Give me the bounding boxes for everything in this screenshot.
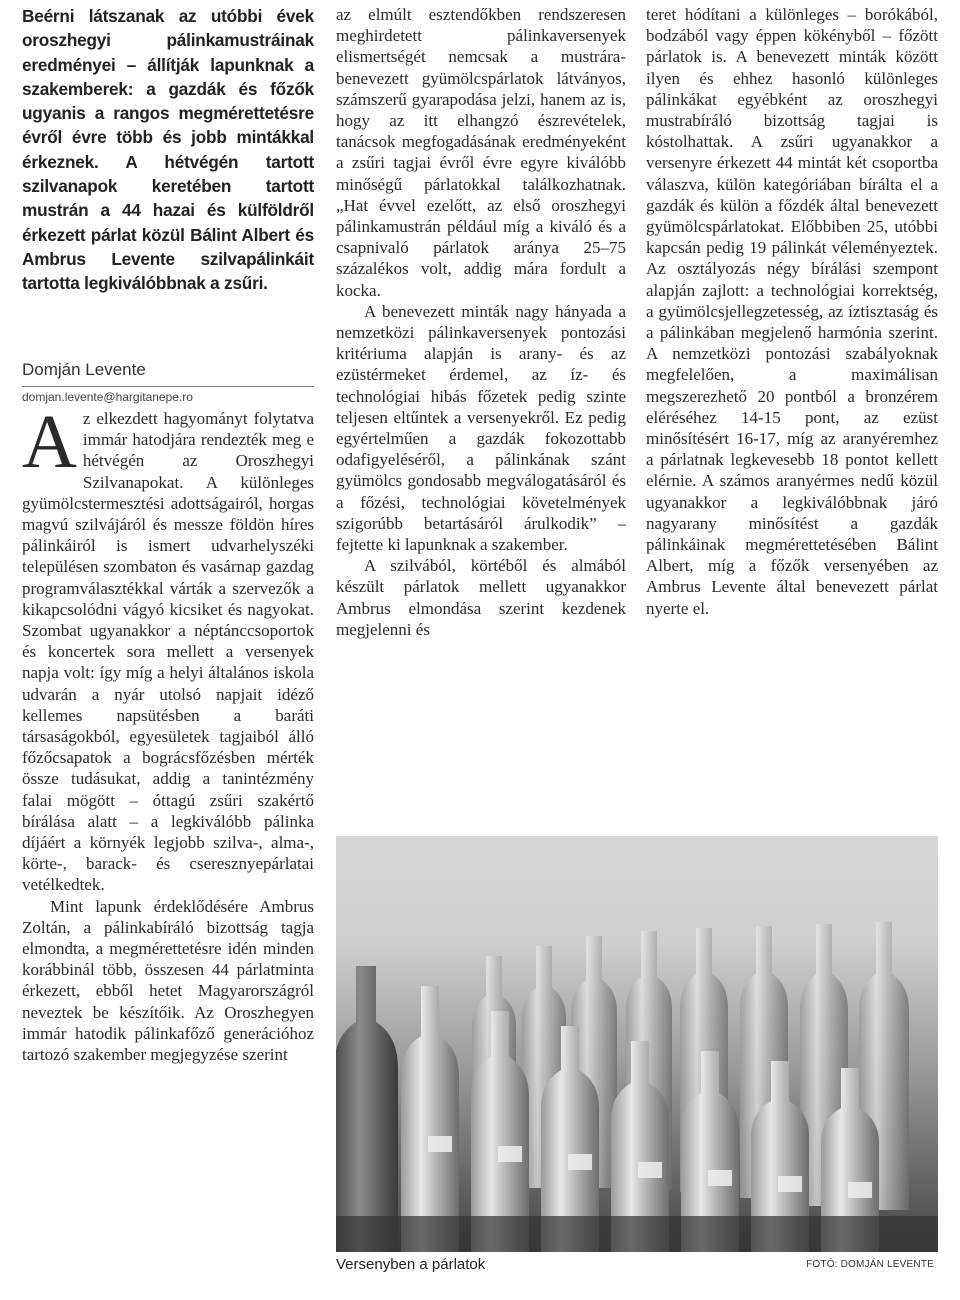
photo-caption — [336, 1256, 938, 1274]
body-text: z elkezdett hagyományt folytatva immár hatodjára rendezték meg e hétvégén az Oroszhegyi Szilvanapokat. A különleges gyümölcstermesztési adottságairól, horgas magvú szilvájáról és messze földön híres pálinkáiról is ismert udvarhelyszéki településen szombaton és vasárnap gazdag programválasztékkal várták a szervezők a kikapcsolódni vágyó kicsiket és nagyokat. Szombat ugyanakkor a néptánccsoportok és koncertek sora mellett a versenyek napja volt: így míg a helyi általános iskola udvarán a nyár utolsó napjait idéző kellemes napsütésben a baráti társaságokból, egyesületek tagjaiból álló főzőcsapatok a bográcsfőzésben mérték össze tudásukat, addig a tanintézmény falai mögött – óttagú zsűri szakértő bírálása alatt – a legkiválóbb pálinka díjáért a környék legjobb szilva-, alma-, körte-, barack- és cseresznyepárlatai vetélkedtek. — [22, 409, 314, 895]
body-paragraph: Mint lapunk érdeklődésére Ambrus Zoltán, a pálinkabíráló bizottság tagja elmondta, a megmérettetésre idén minden korábbinál több, összesen 44 párlatminta érkezett, ebből hetet Magyarországról neveztek be készítőik. Az Oroszhegyen immár hatodik pálinkafőző generációhoz tartozó szakember megjegyzése szerint — [22, 896, 314, 1065]
table-surface — [336, 1216, 938, 1252]
body-paragraph: A benevezett minták nagy hányada a nemzetközi pálinkaversenyek pontozási kritériuma alapján is arany- és az ezüstérmeket érdemel, az íz- és technológiai hibás főzetek pedig szinte teljesen eltűntek a versenyekről. Ez pedig egyértelműen a gazdák fokozottabb odafigyeléséről, a pálinkának szánt gyümölcs gondosabb megválogatásáról és a főzési, technológiai követelmények szigorúbb betartásáról árulkodik” – fejtette ki lapunknak a szakember. — [336, 301, 626, 555]
body-paragraph: A szilvából, körtéből és almából készült párlatok mellett ugyanakkor Ambrus elmondása szerint kezdenek megjelenni és — [336, 556, 626, 639]
drop-cap: A — [22, 400, 77, 484]
bottles-illustration — [336, 836, 938, 1252]
photo-credit: FOTÓ: DOMJÁN LEVENTE — [806, 1259, 934, 1270]
bottles-photo — [336, 836, 938, 1252]
author-email: domjan.levente@hargitanepe.ro — [22, 390, 193, 404]
caption-text: Versenyben a párlatok — [336, 1256, 486, 1273]
body-paragraph: teret hódítani a különleges – borókából, bodzából vagy éppen kökényből – főzött párlatok is. A benevezett minták között ilyen és ehhez hasonló különleges pálinkákat egyébként az oroszhegyi mustrabíráló bizottság tagjai is kóstolhattak. A zsűri ugyanakkor a versenyre érkezett 44 mintát két csoportba válaszva, külön kategóriában bírálta el a gazdák és külön a főzdék által benevezett gyümölcspárlatokat. Előbbiben 25, utóbbi kapcsán pedig 19 pálinkát véleményeztek. Az osztályozás négy bírálási szempont alapján zajlott: a technológiai korrektség, a gyümölcsjellegzetesség, az íztisztaság és a pálinkában megjelenő harmónia szerint. A nemzetközi pontozási szabályoknak megfelelően, a maximálisan megszerezhető 20 pontból a bronzérem eléréséhez 14-15 pont, az ezüst minősítésért 16-17, míg az aranyéremhez a párlatnak legkevesebb 18 pontot kellett elérnie. A számos aranyérmes nedű közül ugyanakkor a legkiválóbbnak járó nagyarany minősítést a gazdák pálinkáinak megmérettetésében Bálint Albert, míg a főzők versenyében az Ambrus Levente által benevezett párlat nyerte el. — [646, 5, 938, 618]
byline — [22, 360, 314, 404]
body-paragraph — [22, 400, 314, 896]
article-column-3 — [646, 4, 938, 619]
article-column-1 — [22, 400, 314, 1065]
article-lead: Beérni látszanak az utóbbi évek oroszhegyi pálinkamustráinak eredményei – állítják lapunknak a szakemberek: a gazdák és főzők ugyanis a rangos megmérettetésre évről évre több és jobb mintákkal érkeznek. A hétvégén tartott szilvanapok keretében tartott mustrán a 44 hazai és külföldről érkezett párlat közül Bálint Albert és Ambrus Levente szilvapálinkáit tartotta legkiválóbbnak a zsűri. — [22, 6, 314, 294]
body-paragraph: az elmúlt esztendőkben rendszeresen meghirdetett pálinkaversenyek elismertségét nemcsak a mustrára-benevezett gyümölcspárlatok látványos, számszerű gyarapodása jelzi, hanem az is, hogy az itt elhangzó észrevételek, tanácsok megfogadásának eredményeként a zsűri tagjai évről évre egyre kiválóbb minőségű párlatokkal találkozhatnak. „Hat évvel ezelőtt, az első oroszhegyi pálinkamustrán például míg a kiváló és a csapnivaló párlatok aránya 25–75 százalékos volt, addig mára fordult a kocka. — [336, 5, 626, 300]
article-column-2 — [336, 4, 626, 640]
author-name: Domján Levente — [22, 360, 314, 387]
